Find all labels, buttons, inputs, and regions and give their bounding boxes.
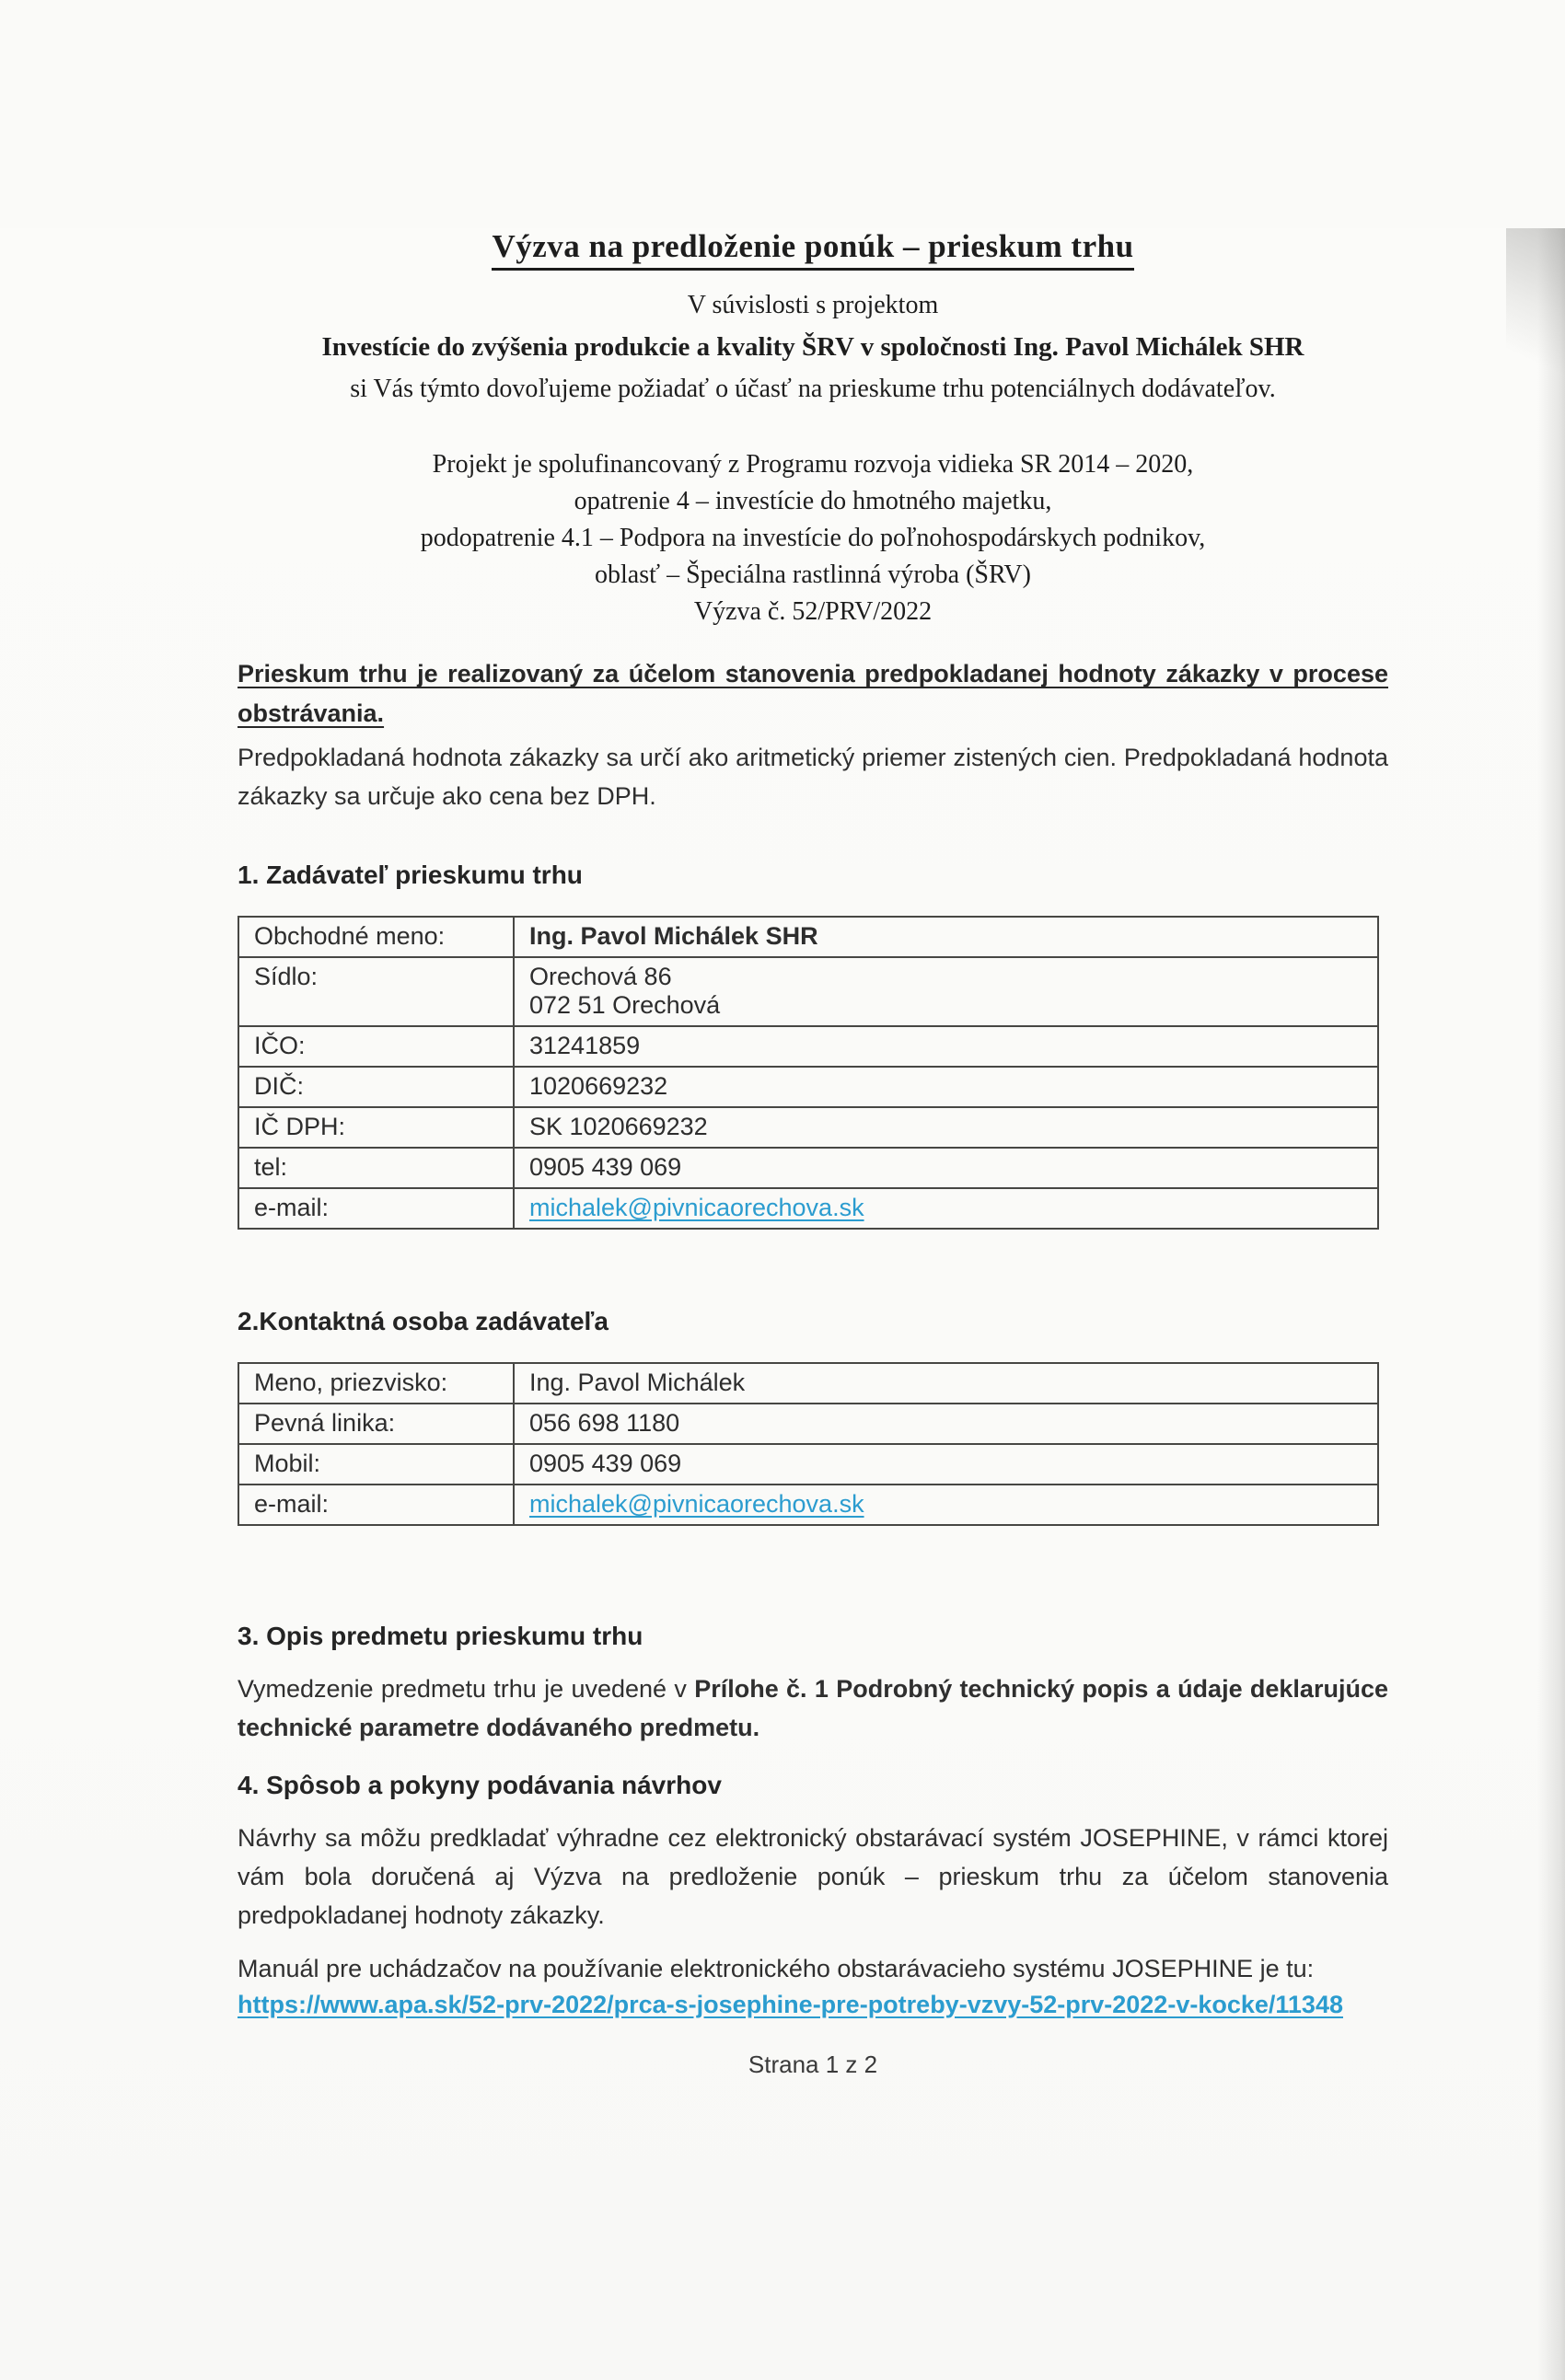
row-label: tel: bbox=[238, 1148, 514, 1188]
financing-line-4: oblasť – Špeciálna rastlinná výroba (ŠRV) bbox=[595, 560, 1031, 590]
manual-link-line bbox=[238, 1991, 1388, 2019]
purpose-statement: Prieskum trhu je realizovaný za účelom stanovenia predpokladanej hodnoty zákazky v procese obstrávania. bbox=[238, 660, 1388, 728]
table-row bbox=[238, 1485, 1378, 1525]
row-value bbox=[514, 957, 1378, 1026]
section-4-heading: 4. Spôsob a pokyny podávania návrhov bbox=[238, 1771, 722, 1800]
document-content bbox=[0, 228, 1565, 2079]
table-row bbox=[238, 957, 1378, 1026]
row-value: 0905 439 069 bbox=[514, 1148, 1378, 1188]
purpose-detail: Predpokladaná hodnota zákazky sa určí ako aritmetický priemer zistených cien. Predpokladaná hodnota zákazky sa určuje ako cena bez DPH. bbox=[238, 743, 1388, 811]
row-value: Ing. Pavol Michálek bbox=[514, 1363, 1378, 1404]
subject-text-bold: Prílohe č. 1 Podrobný technický popis a údaje deklarujúce technické parametre dodávaného predmetu. bbox=[238, 1674, 1388, 1741]
section-1-heading: 1. Zadávateľ prieskumu trhu bbox=[238, 860, 583, 889]
financing-block bbox=[238, 446, 1388, 630]
financing-line-3: podopatrenie 4.1 – Podpora na investície do poľnohospodárskych podnikov, bbox=[420, 524, 1206, 553]
row-value bbox=[514, 1188, 1378, 1229]
row-label: e-mail: bbox=[238, 1188, 514, 1229]
row-value: Ing. Pavol Michálek SHR bbox=[514, 917, 1378, 957]
row-label: DIČ: bbox=[238, 1067, 514, 1107]
email-link[interactable]: michalek@pivnicaorechova.sk bbox=[529, 1489, 864, 1518]
row-label: Sídlo: bbox=[238, 957, 514, 1026]
row-value: 1020669232 bbox=[514, 1067, 1378, 1107]
address-line-2: 072 51 Orechová bbox=[529, 990, 721, 1019]
table-row bbox=[238, 917, 1378, 957]
document-title: Výzva na predloženie ponúk – prieskum trhu bbox=[492, 228, 1133, 271]
row-label: Obchodné meno: bbox=[238, 917, 514, 957]
row-label: IČ DPH: bbox=[238, 1107, 514, 1148]
table-row bbox=[238, 1148, 1378, 1188]
invitation-line: si Vás týmto dovoľujeme požiadať o účasť na prieskume trhu potenciálnych dodávateľov. bbox=[350, 375, 1276, 403]
section-2-heading: 2.Kontaktná osoba zadávateľa bbox=[238, 1306, 609, 1335]
scanned-document-page bbox=[0, 228, 1565, 2380]
section-3-heading: 3. Opis predmetu prieskumu trhu bbox=[238, 1621, 643, 1650]
page-number: Strana 1 z 2 bbox=[748, 2050, 878, 2078]
row-label: Mobil: bbox=[238, 1444, 514, 1485]
subject-paragraph bbox=[238, 1669, 1388, 1747]
table-row bbox=[238, 1026, 1378, 1067]
project-title: Investície do zvýšenia produkcie a kvality ŠRV v spoločnosti Ing. Pavol Michálek SHR bbox=[321, 332, 1304, 362]
address-line-1: Orechová 86 bbox=[529, 962, 672, 990]
table-row bbox=[238, 1444, 1378, 1485]
table-row bbox=[238, 1067, 1378, 1107]
table-row bbox=[238, 1188, 1378, 1229]
row-value bbox=[514, 1485, 1378, 1525]
contractor-table bbox=[238, 916, 1379, 1230]
table-row bbox=[238, 1404, 1378, 1444]
manual-link[interactable]: https://www.apa.sk/52-prv-2022/prca-s-josephine-pre-potreby-vzvy-52-prv-2022-v-kocke/11348 bbox=[238, 1990, 1343, 2018]
row-label: IČO: bbox=[238, 1026, 514, 1067]
financing-line-2: opatrenie 4 – investície do hmotného majetku, bbox=[574, 487, 1052, 516]
financing-line-5: Výzva č. 52/PRV/2022 bbox=[693, 597, 933, 627]
email-link[interactable]: michalek@pivnicaorechova.sk bbox=[529, 1193, 864, 1221]
row-label: Pevná linika: bbox=[238, 1404, 514, 1444]
table-row bbox=[238, 1363, 1378, 1404]
context-line: V súvislosti s projektom bbox=[687, 291, 939, 319]
contact-table bbox=[238, 1362, 1379, 1526]
row-value: SK 1020669232 bbox=[514, 1107, 1378, 1148]
row-value: 31241859 bbox=[514, 1026, 1378, 1067]
row-label: e-mail: bbox=[238, 1485, 514, 1525]
financing-line-1: Projekt je spolufinancovaný z Programu rozvoja vidieka SR 2014 – 2020, bbox=[432, 450, 1194, 479]
manual-line: Manuál pre uchádzačov na používanie elektronického obstarávacieho systému JOSEPHINE je tu: bbox=[238, 1955, 1315, 1983]
subject-text-normal: Vymedzenie predmetu trhu je uvedené v bbox=[238, 1674, 695, 1703]
submission-paragraph: Návrhy sa môžu predkladať výhradne cez elektronický obstarávací systém JOSEPHINE, v rámci ktorej vám bola doručená aj Výzva na predloženie ponúk – prieskum trhu za účelom stanovenia predpokladanej hodnoty zákazky. bbox=[238, 1824, 1388, 1930]
row-value: 0905 439 069 bbox=[514, 1444, 1378, 1485]
row-label: Meno, priezvisko: bbox=[238, 1363, 514, 1404]
row-value: 056 698 1180 bbox=[514, 1404, 1378, 1444]
table-row bbox=[238, 1107, 1378, 1148]
